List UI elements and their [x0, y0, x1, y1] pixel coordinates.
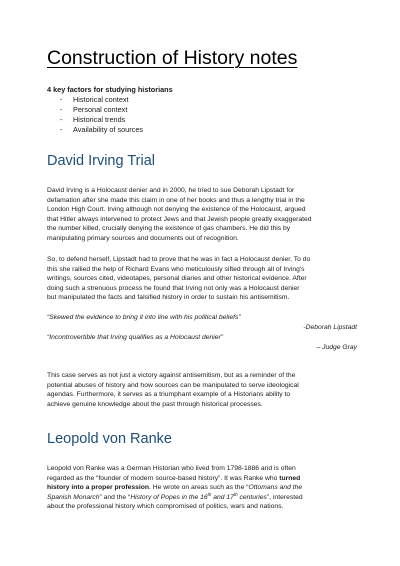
- text-line: doing such a strenuous process he found that Irving not only was a Holocaust denier: [47, 284, 300, 292]
- key-factor-item: - Historical context: [47, 95, 173, 105]
- text-line: Leopold von Ranke was a German Historian who lived from 1798-1886 and is often: [47, 465, 296, 472]
- book-title: Ottomans and the: [248, 484, 303, 492]
- book-title: Spanish Monarch: [47, 493, 100, 501]
- text-line: this she rallied the help of Richard Evans who meticulously sifted through all of Irving's: [47, 265, 305, 273]
- text-line: about the professional history which compromised of politics, wars and nations.: [47, 503, 284, 511]
- quote-attribution: – Judge Gray: [316, 343, 357, 351]
- text-run: regarded as the “founder of modern source-based history”. It was Ranke who: [47, 474, 280, 482]
- section-heading-ranke: Leopold von Ranke: [47, 431, 172, 447]
- text-line: that Hitler always intervened to protect Jews and that Jewish people greatly exaggerated: [47, 215, 312, 223]
- irving-paragraph-2: [47, 255, 359, 303]
- text-line: potential abuses of history and how sources can be manipulated to serve ideological: [47, 381, 299, 389]
- text-line: [47, 483, 359, 493]
- text-line: So, to defend herself, Lipstadt had to prove that he was in fact a Holocaust denier. To do: [47, 256, 311, 263]
- key-factors-heading: 4 key factors for studying historians: [47, 85, 173, 94]
- text-run: ” and the “: [99, 493, 131, 501]
- text-line: achieve genuine knowledge about the past through historical processes.: [47, 400, 263, 408]
- irving-paragraph-1: [47, 186, 359, 244]
- key-factors-section: [47, 85, 173, 135]
- quote-text: “Skewed the evidence to bring it into line with his political beliefs”: [47, 314, 241, 321]
- section-heading-irving: David Irving Trial: [47, 153, 155, 169]
- emphasis-text: turned: [279, 474, 301, 482]
- superscript: th: [207, 491, 212, 497]
- text-line: manipulating primary sources and documents out of recognition.: [47, 234, 239, 242]
- text-line: [47, 474, 359, 484]
- irving-paragraph-3: [47, 371, 359, 409]
- text-line: David Irving is a Holocaust denier and in 2000, he tried to sue Deborah Lipstadt for: [47, 187, 295, 194]
- ranke-paragraph: [47, 464, 359, 512]
- key-factor-item: - Availability of sources: [47, 125, 173, 135]
- book-title: [130, 491, 267, 501]
- text-line: defamation after she made this claim in one of her books and thus a lengthy trial in the: [47, 196, 305, 204]
- key-factors-list: [47, 95, 173, 135]
- quote-text: “Incontrovertible that Irving qualifies as a Holocaust denier”: [47, 334, 223, 341]
- key-factor-item: - Personal context: [47, 105, 173, 115]
- emphasis-text: history into a proper profession: [47, 484, 150, 492]
- text-line: writings, sources cited, videotapes, personal diaries and other historical evidence. After: [47, 275, 307, 283]
- quote-judge-gray: [47, 333, 357, 352]
- text-run: . He wrote on areas such as the “: [149, 484, 249, 492]
- document-title: Construction of History notes: [47, 47, 298, 69]
- key-factor-item: - Historical trends: [47, 115, 173, 125]
- text-line: London High Court. Irving although not denying the existence of the Holocaust, argued: [47, 206, 306, 214]
- quote-attribution: -Deborah Lipstadt: [303, 323, 357, 331]
- text-line: This case serves as not just a victory against antisemitism, but as a reminder of the: [47, 372, 296, 379]
- text-line: [47, 493, 359, 503]
- text-line: agendas. Furthermore, it serves as a triumphant example of a Historians ability to: [47, 391, 291, 399]
- quote-lipstadt: [47, 313, 357, 332]
- text-run: centuries: [237, 493, 267, 501]
- text-line: the number killed, crucially denying the existence of gas chambers. He did this by: [47, 225, 291, 233]
- superscript: th: [233, 491, 238, 497]
- text-run: History of Popes in the 16: [130, 493, 208, 501]
- text-run: and 17: [211, 493, 234, 501]
- text-run: ”, interested: [266, 493, 303, 501]
- text-line: but manipulated the facts and falsified history in order to sustain his antisemitism.: [47, 294, 290, 302]
